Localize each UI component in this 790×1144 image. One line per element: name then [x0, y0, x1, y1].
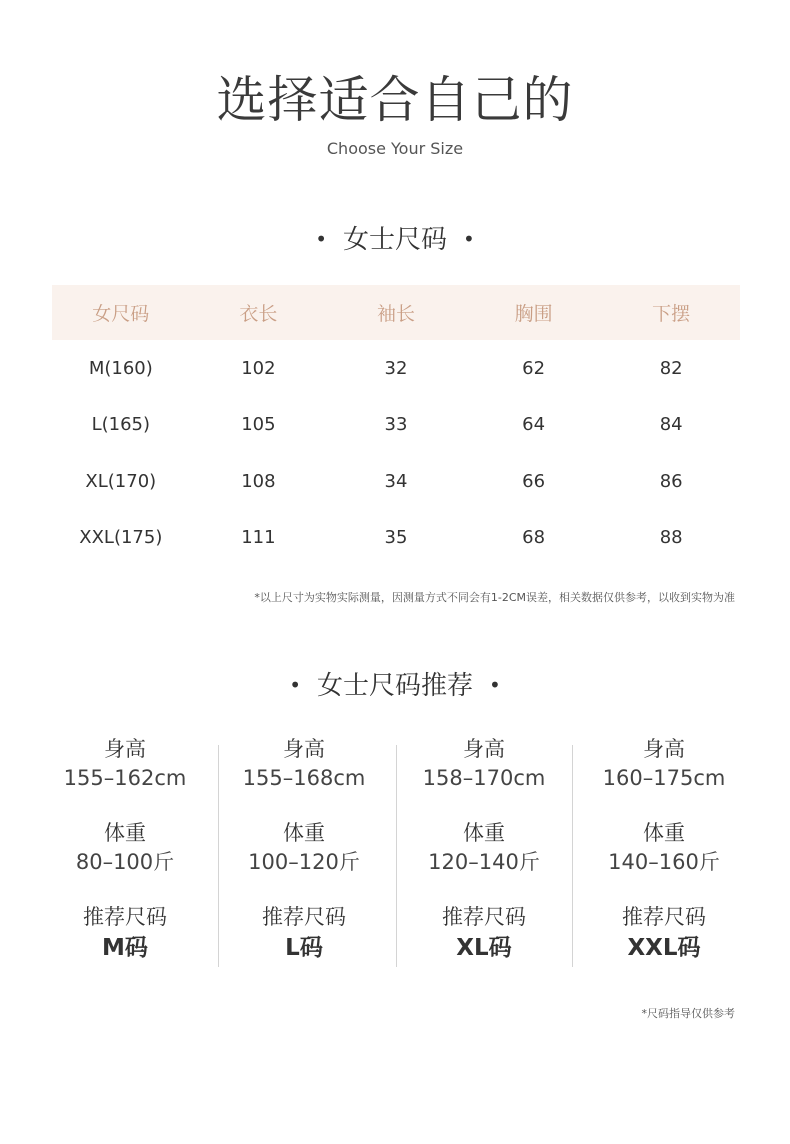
weight-label: 体重: [463, 821, 505, 845]
size-section-title: 女士尺码: [342, 225, 447, 255]
table-cell: XXL(175): [79, 527, 163, 549]
table-row: [52, 510, 740, 567]
recommended-size-label: 推荐尺码: [442, 905, 526, 929]
height-range: 160–175cm: [602, 766, 726, 790]
table-cell: 34: [384, 470, 408, 492]
height-label: 身高: [643, 737, 685, 761]
recommend-section-heading: [0, 668, 790, 703]
table-cell: 86: [659, 470, 683, 492]
table-cell: 108: [241, 470, 276, 492]
recommend-column-m: [36, 735, 214, 967]
column-header: 袖长: [327, 285, 465, 340]
recommend-section-title: 女士尺码推荐: [316, 671, 473, 701]
recommend-column-l: [215, 735, 393, 967]
weight-range: 100–120斤: [248, 850, 360, 874]
table-cell: 66: [522, 470, 546, 492]
column-header: 胸围: [465, 285, 603, 340]
recommended-size-label: 推荐尺码: [262, 905, 346, 929]
bullet-dot-icon: •: [289, 673, 301, 697]
bullet-dot-icon: •: [315, 227, 327, 251]
height-label: 身高: [463, 737, 505, 761]
height-range: 158–170cm: [422, 766, 546, 790]
column-header: 下摆: [602, 285, 740, 340]
table-cell: XL(170): [85, 470, 157, 492]
weight-label: 体重: [643, 821, 685, 845]
height-label: 身高: [283, 737, 325, 761]
table-cell: 64: [522, 414, 546, 436]
recommended-size: M码: [102, 935, 148, 961]
recommended-size-label: 推荐尺码: [622, 905, 706, 929]
table-cell: 88: [659, 527, 683, 549]
weight-range: 140–160斤: [608, 850, 720, 874]
table-cell: 82: [659, 357, 683, 379]
size-section-heading: [0, 222, 790, 257]
table-cell: M(160): [88, 357, 153, 379]
height-range: 155–168cm: [242, 766, 366, 790]
page-title: 选择适合自己的: [216, 71, 574, 129]
column-header: 女尺码: [52, 285, 190, 340]
height-label: 身高: [104, 737, 146, 761]
table-cell: 62: [522, 357, 546, 379]
table-cell: 84: [659, 414, 683, 436]
table-cell: 68: [522, 527, 546, 549]
bullet-dot-icon: •: [463, 227, 475, 251]
recommended-size-label: 推荐尺码: [83, 905, 167, 929]
table-cell: 111: [241, 527, 276, 549]
page-subtitle: Choose Your Size: [326, 139, 464, 158]
bullet-dot-icon: •: [489, 673, 501, 697]
weight-range: 120–140斤: [428, 850, 540, 874]
recommended-size: XL码: [456, 935, 512, 961]
table-cell: 32: [384, 357, 408, 379]
table-cell: 35: [384, 527, 408, 549]
table-header-row: [52, 285, 740, 340]
table-row: [52, 340, 740, 397]
column-divider: [572, 745, 573, 967]
measurement-note: *以上尺寸为实物实际测量，因测量方式不同会有1-2CM误差，相关数据仅供参考，以收到实物为准: [254, 591, 735, 604]
table-cell: L(165): [91, 414, 151, 436]
table-row: [52, 453, 740, 510]
recommended-size: L码: [285, 935, 323, 961]
recommended-size: XXL码: [627, 935, 701, 961]
recommend-column-xl: [395, 735, 573, 967]
table-cell: 105: [241, 414, 276, 436]
table-cell: 102: [241, 357, 276, 379]
recommend-column-xxl: [575, 735, 753, 967]
table-cell: 33: [384, 414, 408, 436]
height-range: 155–162cm: [63, 766, 187, 790]
size-guide-note: *尺码指导仅供参考: [641, 1007, 735, 1020]
weight-range: 80–100斤: [75, 850, 175, 874]
weight-label: 体重: [283, 821, 325, 845]
column-header: 衣长: [190, 285, 328, 340]
weight-label: 体重: [104, 821, 146, 845]
table-row: [52, 397, 740, 454]
size-table: [52, 285, 740, 566]
